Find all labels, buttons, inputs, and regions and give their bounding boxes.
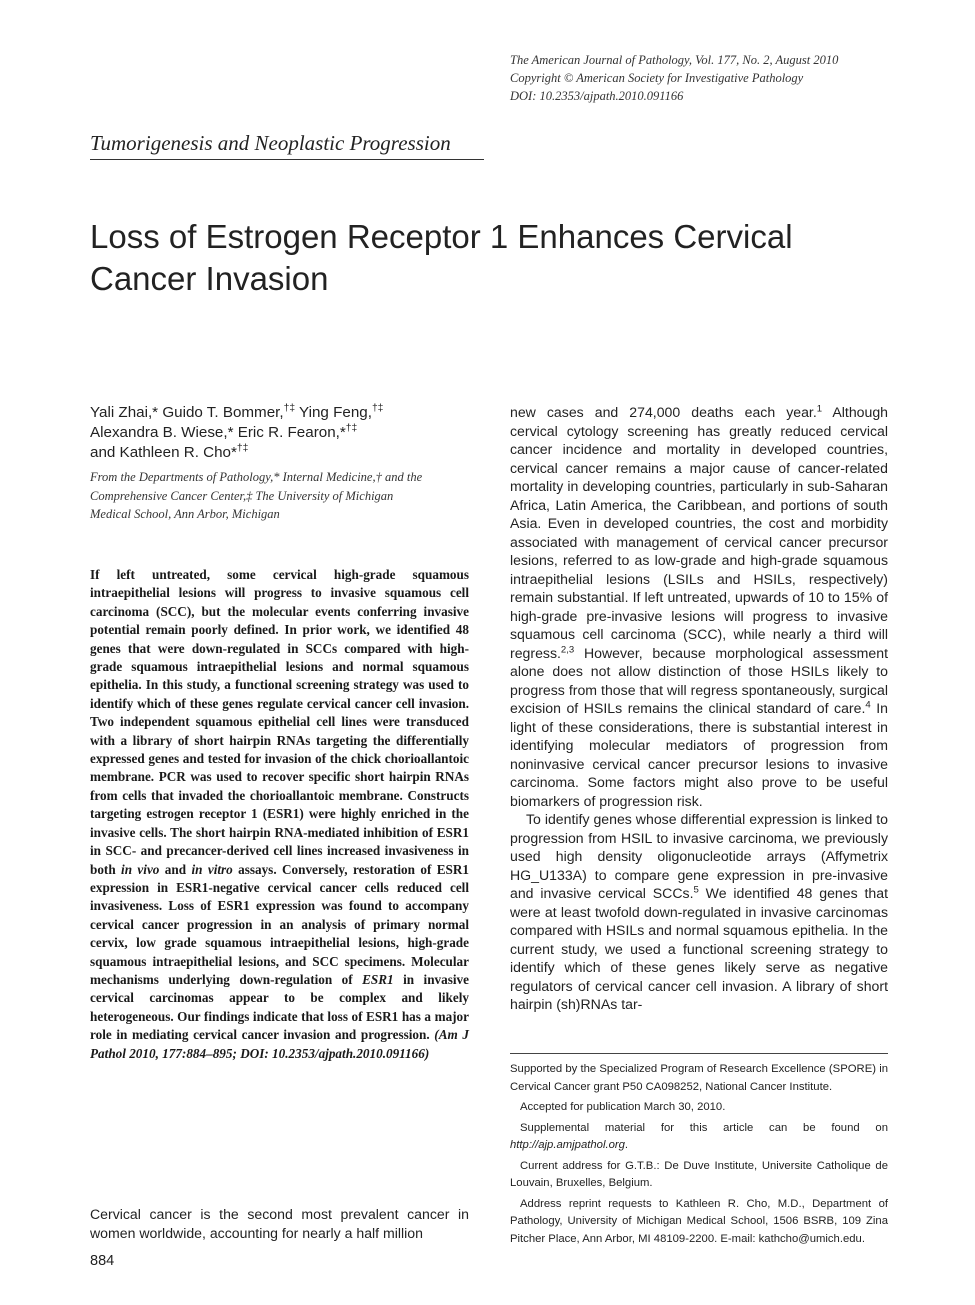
author-affiliation-mark: †‡: [371, 402, 384, 414]
footnote-divider: [510, 1053, 888, 1054]
abstract-text: assays. Conversely, restoration of ESR1 expression in ESR1-negative cervical cancer cells reduced cell invasiveness. Loss of ESR1 expression was found to accompany cervical cancer progression in an analysis of primary normal cervix, low grade squamous intraepithelial lesions, high-grade squamous intraepithelial lesions, and SCC specimens. Molecular mechanisms underlying down-regulation of: [90, 861, 469, 987]
affiliation-line: Comprehensive Cancer Center,‡ The University of Michigan: [90, 488, 394, 503]
abstract-citation: (Am J Pathol 2010, 177:884–895; DOI: 10.2353/ajpath.2010.091166): [90, 1027, 469, 1061]
author-name: Alexandra B. Wiese,*: [90, 424, 234, 441]
supplemental-link[interactable]: http://ajp.amjpathol.org: [510, 1139, 625, 1151]
body-text: We identified 48 genes that were at least twofold down-regulated in invasive carcinomas compared with HSILs and normal squamous epithelia. In the current study, we used a functional screening strategy to identify which of these genes likely serve as negative regulators of cervical cancer cell invasion. A library of short hairpin (sh)RNAs tar-: [510, 885, 889, 1012]
author-affiliation-mark: †‡: [236, 442, 249, 454]
author-line-3: [90, 443, 480, 463]
footnote-text: .: [624, 1139, 629, 1151]
author-name: Guido T. Bommer,: [158, 404, 284, 421]
reprint-request-footnote: Address reprint requests to Kathleen R. Cho, M.D., Department of Pathology, University of Michigan Medical School, 1506 BSRB, 109 Zina Pitcher Place, Ann Arbor, MI 48109-2200. E-mail: kathcho@umich.edu.: [510, 1197, 888, 1245]
author-line-2: [90, 423, 480, 443]
section-divider: [90, 159, 484, 160]
page-number: 884: [90, 1253, 115, 1269]
body-text: In light of these considerations, there is substantial interest in identifying molecular mediators of progression from noninvasive cervical cancer precursor lesions to invasive carcinoma. Some factors might also prove to be useful biomarkers of progression risk.: [510, 700, 889, 809]
funding-footnote: Supported by the Specialized Program of Research Excellence (SPORE) in Cervical Cancer grant P50 CA098252, National Cancer Institute.: [510, 1063, 888, 1093]
supplemental-footnote: [510, 1120, 888, 1155]
body-text: However, because morphological assessment alone does not allow distinction of those HSILs likely to progress from those that will regress spontaneously, surgical excision of HSILs remains the clinical standard of care.: [510, 644, 888, 716]
accepted-date-footnote: Accepted for publication March 30, 2010.: [520, 1101, 726, 1113]
doi-line: DOI: 10.2353/ajpath.2010.091166: [510, 89, 684, 103]
author-affiliation-mark: †‡: [283, 402, 296, 414]
journal-header: [510, 51, 910, 105]
abstract-emphasis: ESR1: [362, 971, 394, 987]
body-paragraph: [510, 810, 888, 1014]
author-name: and Kathleen R. Cho*: [90, 444, 237, 461]
author-list: [90, 403, 480, 463]
copyright-line: Copyright © American Society for Investigative Pathology: [510, 71, 804, 85]
affiliation-line: Medical School, Ann Arbor, Michigan: [90, 507, 280, 521]
current-address-footnote: Current address for G.T.B.: De Duve Institute, Universite Catholique de Louvain, Bruxelles, Belgium.: [510, 1159, 888, 1189]
author-name: Yali Zhai,*: [90, 404, 159, 421]
right-column-body: [510, 403, 888, 1014]
abstract-text: and: [159, 861, 192, 877]
body-text: Although cervical cytology screening has greatly reduced cervical cancer incidence and mortality in developed countries, cervical cancer remains a major cause of cancer-related mortality in developing countries, particularly in sub-Saharan Africa, Latin America, the Caribbean, and portions of south Asia. Even in developed countries, the cost and morbidity associated with management of cervical cancer precursor lesions, referred to as low-grade and high-grade squamous intraepithelial lesions (LSILs and HSILs, respectively) remain substantial. If left untreated, upwards of 10 to 15% of high-grade pre-invasive lesions will progress to invasive squamous cell carcinoma (SCC), while nearly a third will regress.: [510, 404, 889, 661]
body-text: To identify genes whose differential expression is linked to progression from HSIL to invasive carcinoma, we previously used high density oligonucleotide arrays (Affymetrix HG_U133A) to compare gene expression in pre-invasive and invasive cervical SCCs.: [510, 811, 888, 901]
abstract-emphasis: in vivo: [121, 861, 160, 877]
author-name: Eric R. Fearon,*: [233, 424, 346, 441]
intro-paragraph-start: Cervical cancer is the second most prevalent cancer in women worldwide, accounting for nearly a half million: [90, 1206, 469, 1241]
author-line-1: [90, 403, 480, 423]
author-affiliation-mark: †‡: [345, 422, 358, 434]
abstract: [90, 566, 469, 1063]
abstract-text: in invasive cervical carcinomas appear to be complex and likely heterogeneous. Our findings indicate that loss of ESR1 has a major role in mediating cervical cancer invasion and progression.: [90, 971, 469, 1043]
journal-citation-line: The American Journal of Pathology, Vol. 177, No. 2, August 2010: [510, 53, 839, 67]
article-title: Loss of Estrogen Receptor 1 Enhances Cervical Cancer Invasion: [90, 218, 793, 297]
footnote-text: Supplemental material for this article can be found on: [520, 1121, 888, 1134]
section-title: Tumorigenesis and Neoplastic Progression: [90, 131, 451, 155]
body-paragraph: [510, 403, 888, 810]
reference-mark: 4: [865, 699, 871, 711]
footnotes: [510, 1061, 888, 1251]
reference-mark: 5: [693, 884, 699, 896]
body-text: new cases and 274,000 deaths each year.: [510, 404, 817, 420]
abstract-emphasis: in vitro: [191, 861, 233, 877]
reference-mark: 2,3: [560, 643, 575, 655]
reference-mark: 1: [816, 403, 823, 415]
affiliation-line: From the Departments of Pathology,* Internal Medicine,† and the: [90, 470, 423, 484]
author-name: Ying Feng,: [295, 404, 372, 421]
author-affiliation: [90, 468, 480, 524]
abstract-text: If left untreated, some cervical high-grade squamous intraepithelial lesions will progress to invasive squamous cell carcinoma (SCC), but the molecular events conferring invasive potential remain poorly defined. In prior work, we identified 48 genes that were down-regulated in SCCs compared with high-grade squamous intraepithelial lesions and normal squamous epithelia. In this study, a functional screening strategy was used to identify which of these genes regulate cervical cancer cell invasion. Two independent squamous epithelial cell lines were transduced with a library of short hairpin RNAs targeting the differentially expressed genes and tested for invasion of the chick chorioallantoic membrane. PCR was used to recover specific short hairpin RNAs from cells that invaded the chorioallantoic membrane. Constructs targeting estrogen receptor 1 (ESR1) were highly enriched in the invasive cells. The short hairpin RNA-mediated inhibition of ESR1 in SCC- and precancer-derived cell lines increased invasiveness in both: [90, 567, 469, 877]
